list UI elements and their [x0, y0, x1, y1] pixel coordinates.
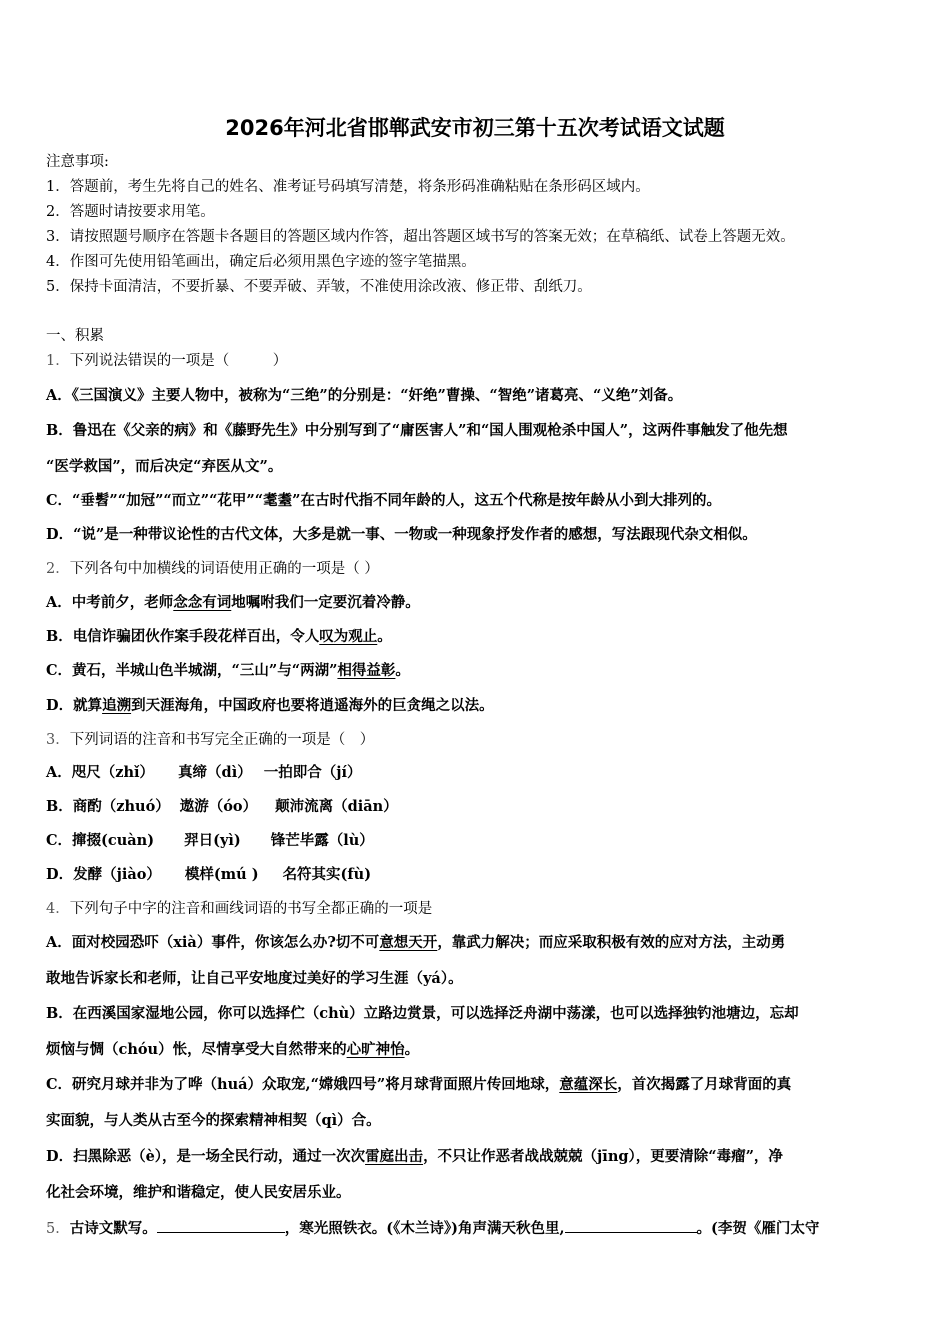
- question-text: 。(李贺《雁门太守: [696, 1220, 820, 1237]
- option-word: 模样(mú ): [184, 866, 259, 883]
- q1-option-d[interactable]: [46, 525, 757, 545]
- q4-option-c-continued: 实面貌，与人类从古至今的探索精神相契（qì）合。: [46, 1112, 381, 1129]
- option-word: 颠沛流离（diān）: [275, 798, 398, 815]
- option-text: 《三国演义》主要人物中，被称为“三绝”的分别是：“奸绝”曹操、“智绝”诸葛亮、“义绝”刘备。: [71, 387, 683, 404]
- q4-option-d[interactable]: [46, 1147, 783, 1167]
- question-text: 下列各句中加横线的词语使用正确的一项是（ ）: [69, 561, 379, 577]
- option-label: C．: [46, 1076, 73, 1093]
- underlined-word: 叹为观止: [319, 628, 378, 645]
- option-word: 咫尺（zhǐ）: [71, 764, 155, 781]
- option-text: 面对校园恐吓（xià）事件，你该怎么办?切不可: [71, 934, 380, 951]
- option-label: A．: [46, 594, 72, 611]
- q4-option-d-continued: 化社会环境，维护和谐稳定，使人民安居乐业。: [46, 1184, 351, 1201]
- q4-option-a-continued: 敢地告诉家长和老师，让自己平安地度过美好的学习生涯（yá）。: [46, 970, 463, 987]
- question-text: 古诗文默写。: [69, 1220, 157, 1237]
- q1-option-a[interactable]: [46, 386, 682, 406]
- q2-option-c[interactable]: [46, 661, 410, 681]
- option-text: 。: [377, 628, 392, 645]
- option-text: ，靠武力解决；而应采取积极有效的应对方法，主动勇: [437, 934, 786, 951]
- option-label: C．: [46, 492, 73, 509]
- option-label: D．: [46, 866, 74, 883]
- question-text: 下列说法错误的一项是（ ）: [69, 353, 288, 369]
- underlined-word: 意蕴深长: [559, 1076, 618, 1093]
- option-text: 。: [395, 662, 410, 679]
- q3-option-c[interactable]: [46, 831, 374, 851]
- q4-option-b[interactable]: [46, 1004, 799, 1024]
- q4-option-c[interactable]: [46, 1075, 791, 1095]
- notice-item: 1．答题前，考生先将自己的姓名、准考证号码填写清楚，将条形码准确粘贴在条形码区域内。: [46, 179, 650, 195]
- underlined-word: 意想天开: [379, 934, 438, 951]
- answer-blank[interactable]: [157, 1218, 285, 1233]
- option-label: B．: [46, 798, 73, 815]
- option-text: 地嘱咐我们一定要沉着冷静。: [231, 594, 420, 611]
- question-3-stem: [46, 730, 374, 750]
- option-text: 烦恼与惆（chóu）怅，尽情享受大自然带来的: [46, 1041, 347, 1058]
- option-word: 遨游（óo）: [179, 798, 258, 815]
- option-text: “说”是一种带议论性的古代文体，大多是就一事、一物或一种现象抒发作者的感想，写法跟现代杂文相似。: [73, 526, 757, 543]
- option-word: 名符其实(fù): [282, 866, 372, 883]
- option-label: D．: [46, 526, 74, 543]
- option-text: ，首次揭露了月球背面的真: [617, 1076, 792, 1093]
- option-word: 一拍即合（jí）: [263, 764, 362, 781]
- option-text: “垂髫”“加冠”“而立”“花甲”“耄耋”在古时代指不同年龄的人，这五个代称是按年龄从小到大排列的。: [72, 492, 721, 509]
- option-word: 撺掇(cuàn): [72, 832, 155, 849]
- underlined-word: 追溯: [102, 697, 132, 714]
- q2-option-d[interactable]: [46, 696, 494, 716]
- option-label: C．: [46, 832, 73, 849]
- question-number: 3．: [46, 732, 70, 748]
- notice-item: 3．请按照题号顺序在答题卡各题目的答题区域内作答，超出答题区域书写的答案无效；在草稿纸、试卷上答题无效。: [46, 229, 795, 245]
- question-number: 4．: [46, 901, 70, 917]
- option-label: A．: [46, 387, 72, 404]
- q3-option-d[interactable]: [46, 865, 371, 885]
- option-text: 中考前夕，老师: [71, 594, 174, 611]
- answer-blank[interactable]: [565, 1218, 697, 1233]
- question-1-stem: [46, 351, 287, 371]
- question-number: 5．: [46, 1221, 70, 1237]
- notice-item: 5．保持卡面清洁，不要折暴、不要弄破、弄皱，不准使用涂改液、修正带、刮纸刀。: [46, 279, 592, 295]
- q4-option-b-continued: [46, 1040, 419, 1060]
- option-text: 研究月球并非为了哗（huá）众取宠,“嫦娥四号”将月球背面照片传回地球，: [72, 1076, 560, 1093]
- notice-heading: 注意事项:: [46, 154, 109, 170]
- page-title: 2026年河北省邯郸武安市初三第十五次考试语文试题: [225, 116, 725, 140]
- option-word: 发酵（jiào）: [73, 866, 161, 883]
- q3-option-b[interactable]: [46, 797, 398, 817]
- option-text: 鲁迅在《父亲的病》和《藤野先生》中分别写到了“庸医害人”和“国人围观枪杀中国人”，这两件事触发了他先想: [72, 422, 788, 439]
- option-label: A．: [46, 764, 72, 781]
- underlined-word: 心旷神怡: [346, 1041, 405, 1058]
- option-label: D．: [46, 697, 74, 714]
- option-word: 锋芒毕露（lù）: [270, 832, 374, 849]
- question-text: ，寒光照铁衣。(《木兰诗》)角声满天秋色里,: [284, 1220, 565, 1237]
- option-text: 到天涯海角，中国政府也要将逍遥海外的巨贪绳之以法。: [131, 697, 494, 714]
- option-word: 商酌（zhuó）: [72, 798, 170, 815]
- question-2-stem: [46, 559, 379, 579]
- option-label: B．: [46, 422, 73, 439]
- option-label: A．: [46, 934, 72, 951]
- q1-option-c[interactable]: [46, 491, 721, 511]
- question-4-stem: [46, 899, 432, 919]
- section-heading: 一、积累: [46, 328, 104, 344]
- option-text: 电信诈骗团伙作案手段花样百出，令人: [72, 628, 320, 645]
- option-label: B．: [46, 628, 73, 645]
- q1-option-b[interactable]: [46, 421, 788, 441]
- option-text: 就算: [73, 697, 103, 714]
- question-number: 2．: [46, 561, 70, 577]
- underlined-word: 念念有词: [173, 594, 232, 611]
- option-text: 。: [404, 1041, 420, 1058]
- q3-option-a[interactable]: [46, 763, 361, 783]
- q4-option-a[interactable]: [46, 933, 785, 953]
- question-text: 下列句子中字的注音和画线词语的书写全都正确的一项是: [69, 901, 433, 917]
- q2-option-a[interactable]: [46, 593, 420, 613]
- notice-item: 4．作图可先使用铅笔画出，确定后必须用黑色字迹的签字笔描黑。: [46, 254, 476, 270]
- option-text: 在西溪国家湿地公园，你可以选择伫（chù）立路边赏景，可以选择泛舟湖中荡漾，也可以选择独钓池塘边，忘却: [72, 1005, 799, 1022]
- option-label: C．: [46, 662, 73, 679]
- q2-option-b[interactable]: [46, 627, 392, 647]
- option-label: B．: [46, 1005, 73, 1022]
- option-word: 真缔（dì）: [178, 764, 252, 781]
- option-text: 扫黑除恶（è），是一场全民行动，通过一次次: [73, 1148, 366, 1165]
- question-number: 1．: [46, 353, 70, 369]
- question-5: [46, 1218, 819, 1239]
- underlined-word: 相得益彰: [337, 662, 396, 679]
- option-text: ，不只让作恶者战战兢兢（jīng），更要清除“毒瘤”，净: [423, 1148, 783, 1165]
- question-text: 下列词语的注音和书写完全正确的一项是（ ）: [69, 732, 375, 748]
- option-text: 黄石，半城山色半城湖，“三山”与“两湖”: [72, 662, 338, 679]
- notice-item: 2．答题时请按要求用笔。: [46, 204, 215, 220]
- underlined-word: 雷庭出击: [365, 1148, 424, 1165]
- option-word: 羿日(yì): [184, 832, 241, 849]
- q1-option-b-continued: “医学救国”，而后决定“弃医从文”。: [46, 458, 283, 475]
- option-label: D．: [46, 1148, 74, 1165]
